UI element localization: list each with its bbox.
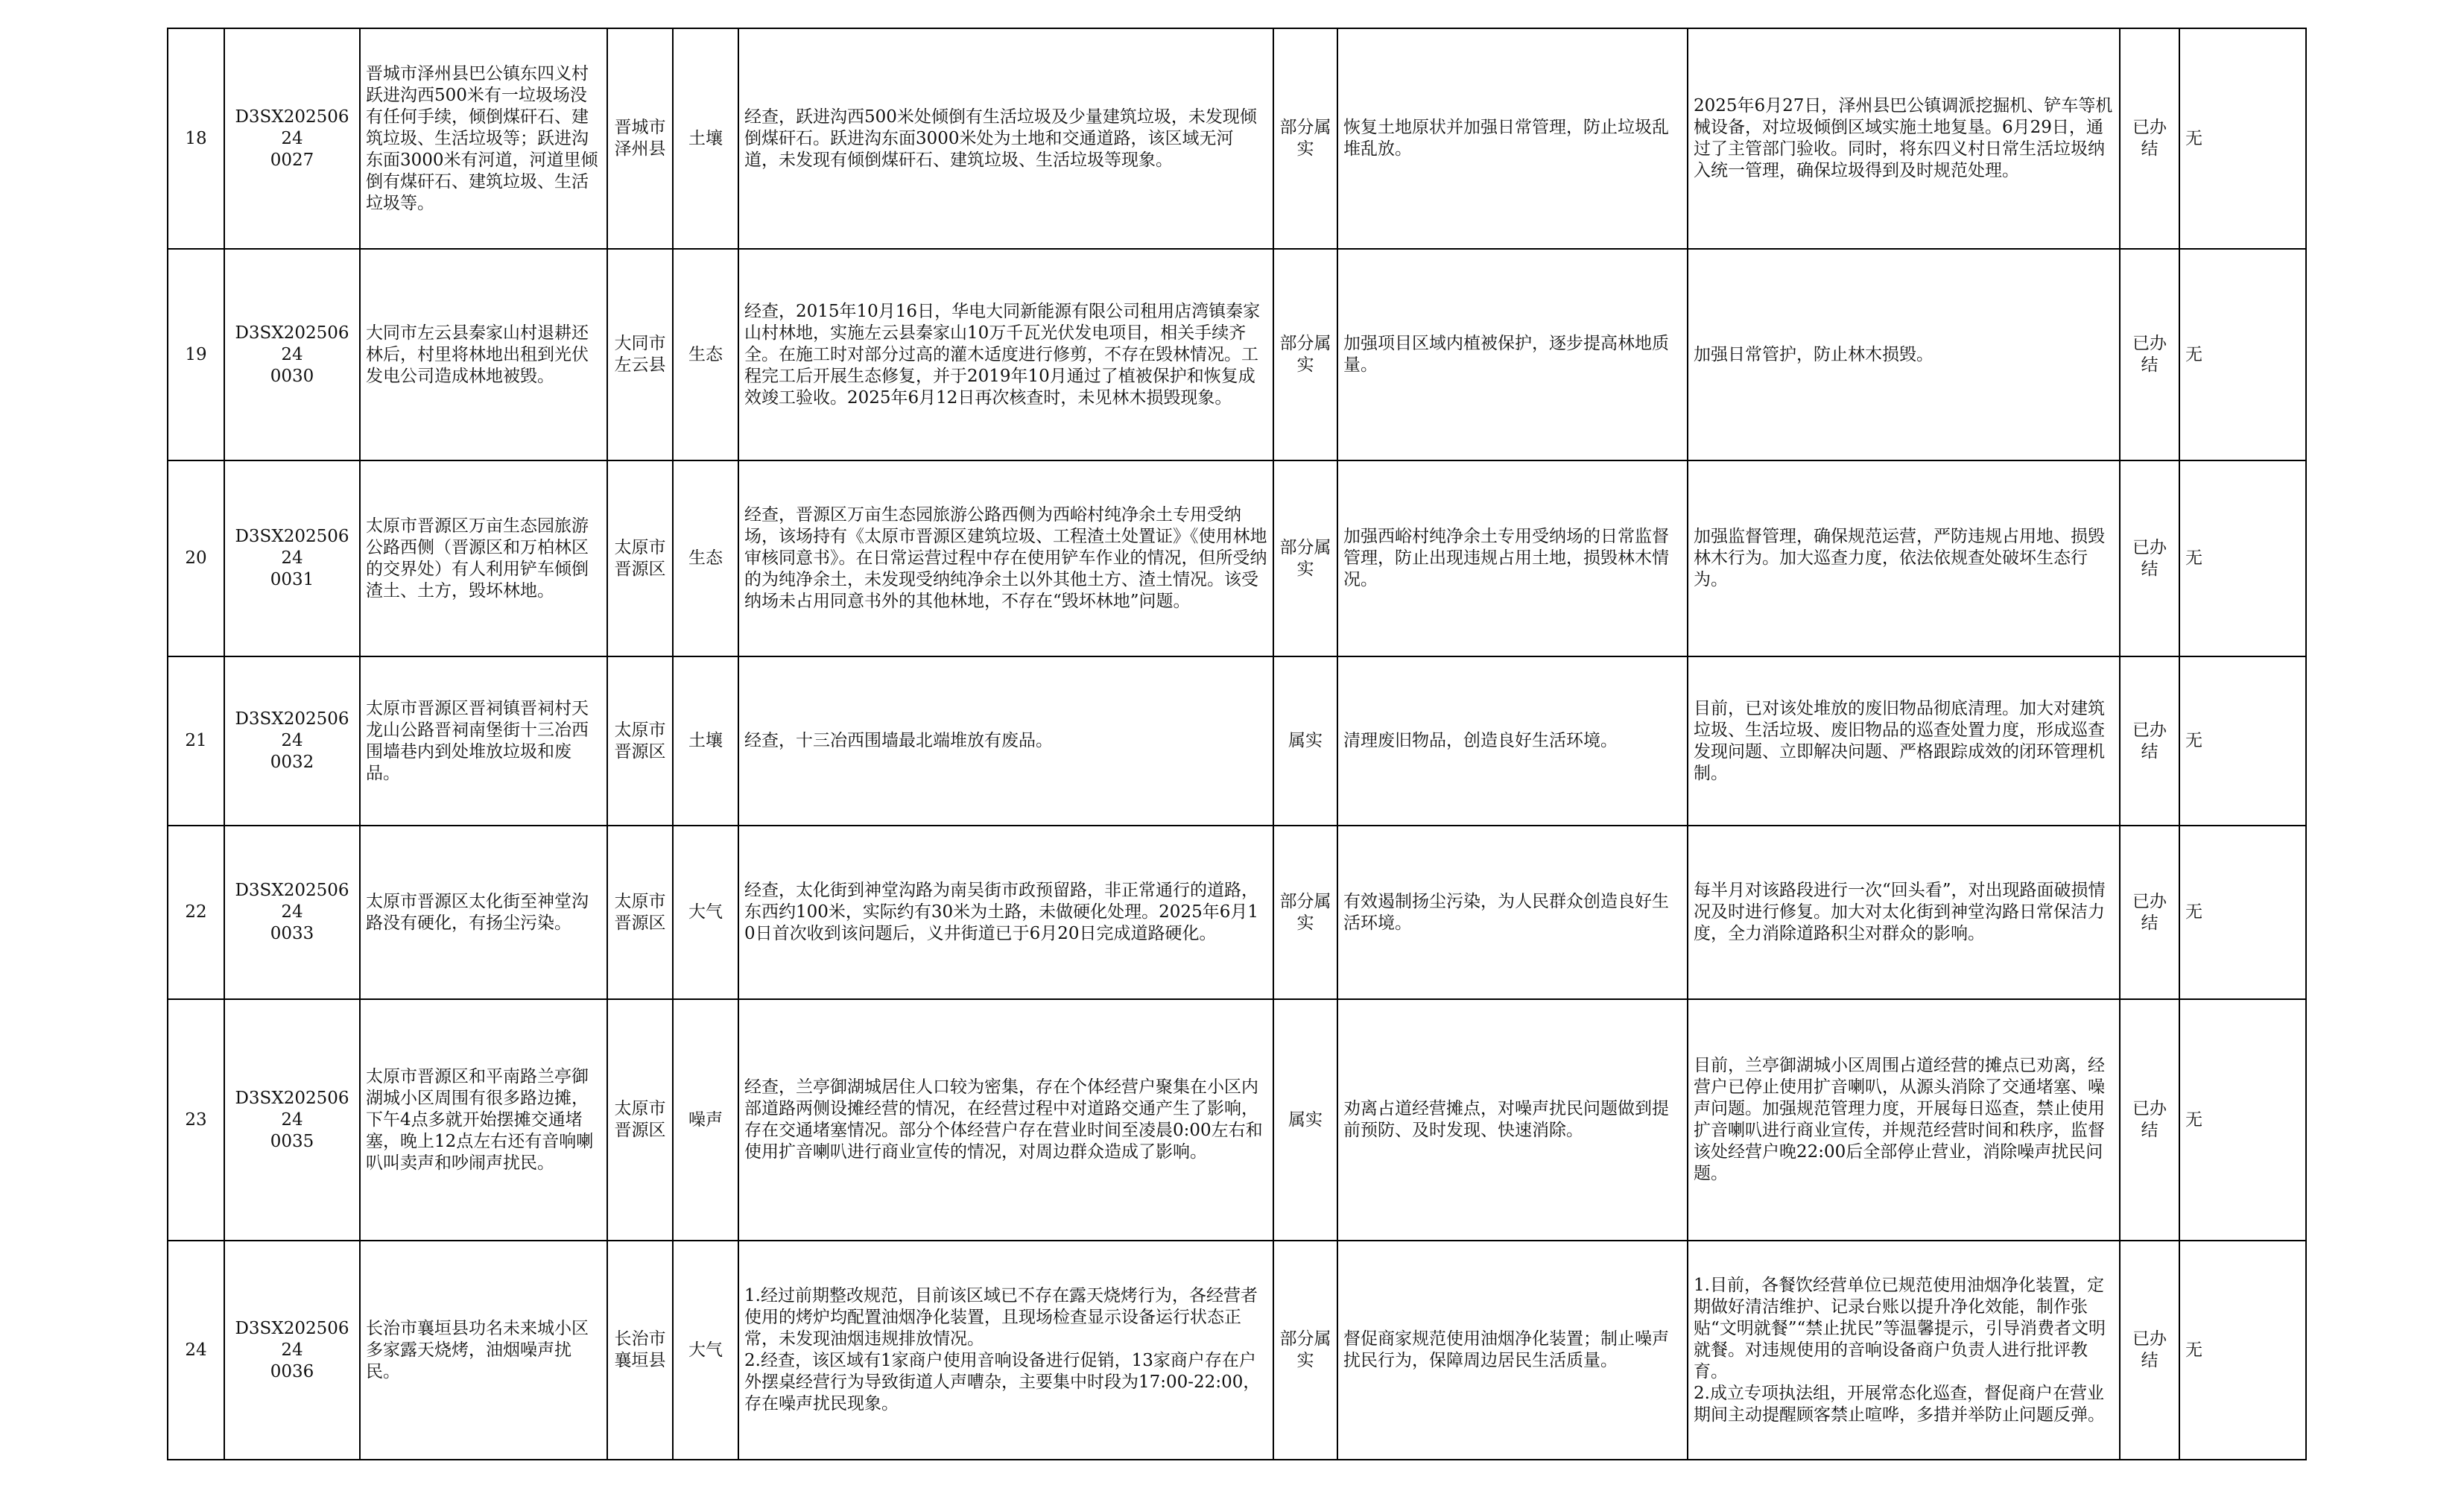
rectification-requirement: 清理废旧物品，创造良好生活环境。: [1337, 656, 1688, 826]
remark: 无: [2179, 656, 2306, 826]
rectification-result: 每半月对该路段进行一次“回头看”，对出现路面破损情况及时进行修复。加大对太化街到神堂沟路日常保洁力度，全力消除道路积尘对群众的影响。: [1688, 826, 2120, 999]
case-code: D3SX20250624 0036: [224, 1241, 360, 1460]
investigation-finding: 1.经过前期整改规范，目前该区域已不存在露天烧烤行为，各经营者使用的烤炉均配置油烟净化装置，且现场检查显示设备运行状态正常，未发现油烟违规排放情况。 2.经查，该区域有1家商户使用音响设备进行促销，13家商户存在户外摆桌经营行为导致街道人声嘈杂，主要集中时段为17:00-22:00，存在噪声扰民现象。: [738, 1241, 1273, 1460]
case-code: D3SX20250624 0032: [224, 656, 360, 826]
rectification-requirement: 加强项目区域内植被保护，逐步提高林地质量。: [1337, 249, 1688, 460]
rectification-requirement: 加强西峪村纯净余土专用受纳场的日常监督管理，防止出现违规占用土地，损毁林木情况。: [1337, 460, 1688, 656]
investigation-finding: 经查，兰亭御湖城居住人口较为密集，存在个体经营户聚集在小区内部道路两侧设摊经营的情况，在经营过程中对道路交通产生了影响，存在交通堵塞情况。部分个体经营户存在营业时间至凌晨0:00左右和使用扩音喇叭进行商业宣传的情况，对周边群众造成了影响。: [738, 999, 1273, 1241]
pollution-type: 生态: [673, 460, 738, 656]
administrative-region: 晋城市泽州县: [607, 28, 673, 249]
verification-result: 部分属实: [1273, 826, 1337, 999]
case-status: 已办结: [2120, 28, 2179, 249]
rectification-result: 1.目前，各餐饮经营单位已规范使用油烟净化装置，定期做好清洁维护、记录台账以提升净化效能，制作张贴“文明就餐”“禁止扰民”等温馨提示，引导消费者文明就餐。对违规使用的音响设备商户负责人进行批评教育。 2.成立专项执法组，开展常态化巡查，督促商户在营业期间主动提醒顾客禁止喧哗，多措并举防止问题反弹。: [1688, 1241, 2120, 1460]
verification-result: 属实: [1273, 656, 1337, 826]
investigation-finding: 经查，跃进沟西500米处倾倒有生活垃圾及少量建筑垃圾，未发现倾倒煤矸石。跃进沟东面3000米处为土地和交通道路，该区域无河道，未发现有倾倒煤矸石、建筑垃圾、生活垃圾等现象。: [738, 28, 1273, 249]
investigation-finding: 经查，晋源区万亩生态园旅游公路西侧为西峪村纯净余土专用受纳场，该场持有《太原市晋源区建筑垃圾、工程渣土处置证》《使用林地审核同意书》。在日常运营过程中存在使用铲车作业的情况，但所受纳的为纯净余土，未发现受纳纯净余土以外其他土方、渣土情况。该受纳场未占用同意书外的其他林地，不存在“毁坏林地”问题。: [738, 460, 1273, 656]
remark: 无: [2179, 28, 2306, 249]
table-row: [168, 460, 2306, 656]
table-body: [168, 28, 2306, 1460]
administrative-region: 太原市晋源区: [607, 999, 673, 1241]
complaint-content: 太原市晋源区万亩生态园旅游公路西侧（晋源区和万柏林区的交界处）有人利用铲车倾倒渣土、土方，毁坏林地。: [360, 460, 607, 656]
row-number: 21: [168, 656, 224, 826]
case-status: 已办结: [2120, 249, 2179, 460]
case-code: D3SX20250624 0027: [224, 28, 360, 249]
table-row: [168, 249, 2306, 460]
rectification-requirement: 督促商家规范使用油烟净化装置；制止噪声扰民行为，保障周边居民生活质量。: [1337, 1241, 1688, 1460]
row-number: 19: [168, 249, 224, 460]
remark: 无: [2179, 999, 2306, 1241]
remark: 无: [2179, 460, 2306, 656]
case-code: D3SX20250624 0030: [224, 249, 360, 460]
table-row: [168, 28, 2306, 249]
pollution-type: 噪声: [673, 999, 738, 1241]
table-row: [168, 1241, 2306, 1460]
row-number: 22: [168, 826, 224, 999]
complaint-content: 太原市晋源区太化街至神堂沟路没有硬化，有扬尘污染。: [360, 826, 607, 999]
administrative-region: 长治市襄垣县: [607, 1241, 673, 1460]
case-status: 已办结: [2120, 656, 2179, 826]
complaint-content: 太原市晋源区和平南路兰亭御湖城小区周围有很多路边摊，下午4点多就开始摆摊交通堵塞，晚上12点左右还有音响喇叭叫卖声和吵闹声扰民。: [360, 999, 607, 1241]
rectification-result: 加强监督管理，确保规范运营，严防违规占用地、损毁林木行为。加大巡查力度，依法依规查处破坏生态行为。: [1688, 460, 2120, 656]
remark: 无: [2179, 249, 2306, 460]
row-number: 23: [168, 999, 224, 1241]
administrative-region: 太原市晋源区: [607, 460, 673, 656]
table-row: [168, 826, 2306, 999]
table-row: [168, 656, 2306, 826]
complaint-table-sheet: [167, 28, 2305, 1460]
case-status: 已办结: [2120, 460, 2179, 656]
investigation-finding: 经查，太化街到神堂沟路为南吴街市政预留路，非正常通行的道路，东西约100米，实际约有30米为土路，未做硬化处理。2025年6月10日首次收到该问题后，义井街道已于6月20日完成道路硬化。: [738, 826, 1273, 999]
rectification-requirement: 有效遏制扬尘污染，为人民群众创造良好生活环境。: [1337, 826, 1688, 999]
complaint-content: 大同市左云县秦家山村退耕还林后，村里将林地出租到光伏发电公司造成林地被毁。: [360, 249, 607, 460]
rectification-requirement: 恢复土地原状并加强日常管理，防止垃圾乱堆乱放。: [1337, 28, 1688, 249]
case-code: D3SX20250624 0031: [224, 460, 360, 656]
administrative-region: 大同市左云县: [607, 249, 673, 460]
pollution-type: 大气: [673, 826, 738, 999]
case-code: D3SX20250624 0035: [224, 999, 360, 1241]
table-row: [168, 999, 2306, 1241]
rectification-requirement: 劝离占道经营摊点，对噪声扰民问题做到提前预防、及时发现、快速消除。: [1337, 999, 1688, 1241]
rectification-result: 目前，已对该处堆放的废旧物品彻底清理。加大对建筑垃圾、生活垃圾、废旧物品的巡查处置力度，形成巡查发现问题、立即解决问题、严格跟踪成效的闭环管理机制。: [1688, 656, 2120, 826]
row-number: 20: [168, 460, 224, 656]
remark: 无: [2179, 1241, 2306, 1460]
rectification-result: 目前，兰亭御湖城小区周围占道经营的摊点已劝离，经营户已停止使用扩音喇叭，从源头消除了交通堵塞、噪声问题。加强规范管理力度，开展每日巡查，禁止使用扩音喇叭进行商业宣传，并规范经营时间和秩序，监督该处经营户晚22:00后全部停止营业，消除噪声扰民问题。: [1688, 999, 2120, 1241]
complaint-table: [167, 28, 2307, 1460]
investigation-finding: 经查，十三冶西围墙最北端堆放有废品。: [738, 656, 1273, 826]
complaint-content: 长治市襄垣县功名未来城小区多家露天烧烤，油烟噪声扰民。: [360, 1241, 607, 1460]
verification-result: 部分属实: [1273, 460, 1337, 656]
administrative-region: 太原市晋源区: [607, 826, 673, 999]
case-code: D3SX20250624 0033: [224, 826, 360, 999]
pollution-type: 土壤: [673, 656, 738, 826]
complaint-content: 晋城市泽州县巴公镇东四义村跃进沟西500米有一垃圾场没有任何手续，倾倒煤矸石、建筑垃圾、生活垃圾等；跃进沟东面3000米有河道，河道里倾倒有煤矸石、建筑垃圾、生活垃圾等。: [360, 28, 607, 249]
case-status: 已办结: [2120, 826, 2179, 999]
pollution-type: 生态: [673, 249, 738, 460]
verification-result: 部分属实: [1273, 28, 1337, 249]
row-number: 18: [168, 28, 224, 249]
pollution-type: 土壤: [673, 28, 738, 249]
pollution-type: 大气: [673, 1241, 738, 1460]
rectification-result: 加强日常管护，防止林木损毁。: [1688, 249, 2120, 460]
verification-result: 属实: [1273, 999, 1337, 1241]
case-status: 已办结: [2120, 1241, 2179, 1460]
case-status: 已办结: [2120, 999, 2179, 1241]
remark: 无: [2179, 826, 2306, 999]
complaint-content: 太原市晋源区晋祠镇晋祠村天龙山公路晋祠南堡街十三冶西围墙巷内到处堆放垃圾和废品。: [360, 656, 607, 826]
verification-result: 部分属实: [1273, 1241, 1337, 1460]
investigation-finding: 经查，2015年10月16日，华电大同新能源有限公司租用店湾镇秦家山村林地，实施左云县秦家山10万千瓦光伏发电项目，相关手续齐全。在施工时对部分过高的灌木适度进行修剪，不存在毁林情况。工程完工后开展生态修复，并于2019年10月通过了植被保护和恢复成效竣工验收。2025年6月12日再次核查时，未见林木损毁现象。: [738, 249, 1273, 460]
row-number: 24: [168, 1241, 224, 1460]
administrative-region: 太原市晋源区: [607, 656, 673, 826]
verification-result: 部分属实: [1273, 249, 1337, 460]
rectification-result: 2025年6月27日，泽州县巴公镇调派挖掘机、铲车等机械设备，对垃圾倾倒区域实施土地复垦。6月29日，通过了主管部门验收。同时，将东四义村日常生活垃圾纳入统一管理，确保垃圾得到及时规范处理。: [1688, 28, 2120, 249]
